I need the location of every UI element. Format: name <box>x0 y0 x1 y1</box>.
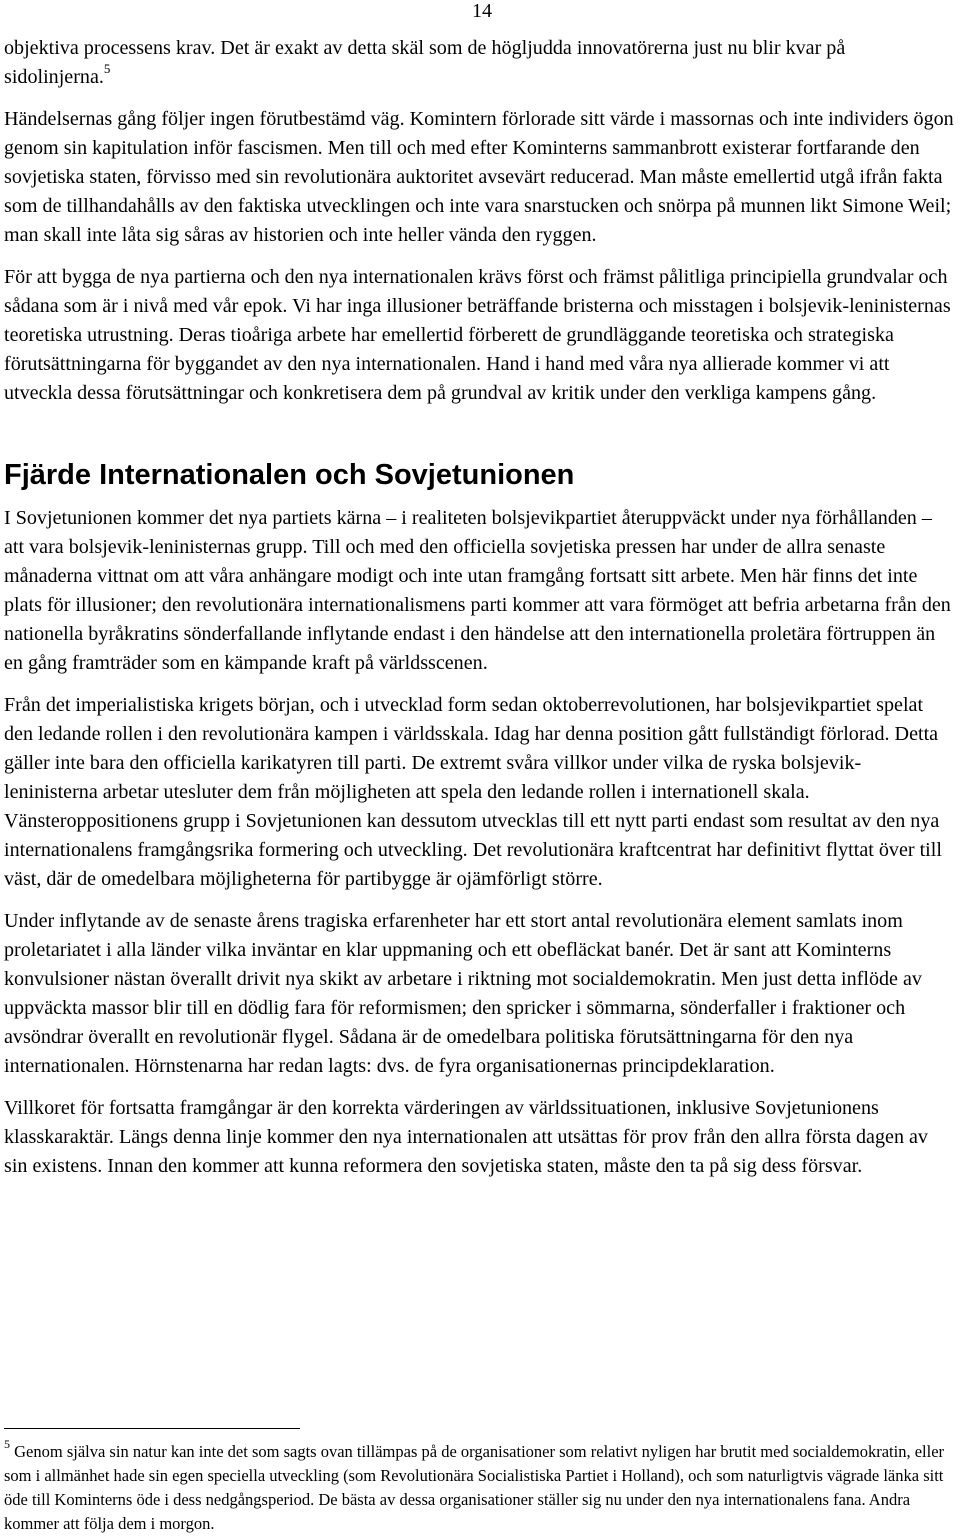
footnote-separator <box>4 1428 300 1429</box>
footnote-marker: 5 <box>4 1436 10 1451</box>
footnote-reference: 5 <box>103 61 111 77</box>
paragraph: Från det imperialistiska krigets början, och i utvecklad form sedan oktoberrevolutionen, har bolsjevikpartiet spelat den ledande rollen i den revolutionära kampen i världsskala. Idag har denna position gått fullständigt förlorad. Detta gäller inte bara den officiella karikatyren till parti. De extremt svåra villkor under vilka de ryska bolsjevik-leninisterna arbetar utesluter dem från möjligheten att spela den ledande rollen i internationell skala. Vänsteroppositionens grupp i Sovjetunionen kan dessutom utvecklas till ett nytt parti endast som resultat av den nya internationalens framgångsrika formering och utveckling. Det revolutionära kraftcentrat har definitivt flyttat över till väst, där de omedelbara möjligheterna för partibygge är ojämförligt större. <box>4 694 942 890</box>
page-number: 14 <box>472 0 492 22</box>
paragraph: Villkoret för fortsatta framgångar är den korrekta värderingen av världssituationen, inklusive Sovjetunionens klasskaraktär. Längs denna linje kommer den nya internationalen att utsättas för prov från den allra första dagen av sin existens. Innan den kommer att kunna reformera den sovjetiska staten, måste den ta på sig dess försvar. <box>4 1097 928 1177</box>
paragraph-text: objektiva processens krav. Det är exakt av detta skäl som de högljudda innovatörerna just nu blir kvar på sidolinjerna. <box>4 37 846 88</box>
section-heading: Fjärde Internationalen och Sovjetunionen <box>4 459 575 491</box>
paragraph <box>4 34 954 92</box>
footnote <box>4 1436 954 1536</box>
paragraph: Under inflytande av de senaste årens tragiska erfarenheter har ett stort antal revolutionära element samlats inom proletariatet i alla länder vilka inväntar en klar uppmaning och ett obefläckat banér. Det är sant att Kominterns konvulsioner nästan överallt drivit nya skikt av arbetare i riktning mot socialdemokratin. Men just detta inflöde av uppväckta massor blir till en dödlig fara för reformismen; den spricker i sömmarna, sönderfaller i fraktioner och avsöndrar överallt en revolutionär flygel. Sådana är de omedelbara politiska förutsättningarna för den nya internationalen. Hörnstenarna har redan lagts: dvs. de fyra organisationernas principdeklaration. <box>4 910 922 1077</box>
paragraph: För att bygga de nya partierna och den nya internationalen krävs först och främst pålitliga principiella grundvalar och sådana som är i nivå med vår epok. Vi har inga illusioner beträffande bristerna och misstagen i bolsjevik-leninisternas teoretiska utrustning. Deras tioåriga arbete har emellertid förberett de grundläggande teoretiska och strategiska förutsättningarna för byggandet av den nya internationalen. Hand i hand med våra nya allierade kommer vi att utveckla dessa förutsättningar och konkretisera dem på grundval av kritik under den verkliga kampens gång. <box>4 266 951 404</box>
body-text <box>4 34 954 1194</box>
paragraph: I Sovjetunionen kommer det nya partiets kärna – i realiteten bolsjevikpartiet återuppväckt under nya förhållanden – att vara bolsjevik-leninisternas grupp. Till och med den officiella sovjetiska pressen har under de allra senaste månaderna vittnat om att våra anhängare modigt och inte utan framgång fortsatt sitt arbete. Men här finns det inte plats för illusioner; den revolutionära internationalismens parti kommer att vara förmöget att befria arbetarna från den nationella byråkratins sönderfallande inflytande endast i den händelse att den internationella proletära förtruppen än en gång framträder som en kämpande kraft på världsscenen. <box>4 507 951 674</box>
footnote-text: Genom själva sin natur kan inte det som sagts ovan tillämpas på de organisationer som relativt nyligen har brutit med socialdemokratin, eller som i allmänhet hade sin egen speciella utveckling (som Revolutionära Socialistiska Partiet i Holland), och som naturligtvis vägrade länka sitt öde till Kominterns öde i dess nedgångsperiod. De bästa av dessa organisationer ställer sig nu under den nya internationalens fana. Andra kommer att följa dem i morgon. <box>4 1442 945 1533</box>
paragraph: Händelsernas gång följer ingen förutbestämd väg. Komintern förlorade sitt värde i massornas och inte individers ögon genom sin kapitulation inför fascismen. Men till och med efter Kominterns sammanbrott existerar fortfarande den sovjetiska staten, förvisso med sin revolutionära auktoritet avsevärt reducerad. Man måste emellertid utgå ifrån fakta som de tillhandahålls av den faktiska utvecklingen och inte vara snarstucken och snörpa på munnen likt Simone Weil; man skall inte låta sig såras av historien och inte heller vända den ryggen. <box>4 108 954 246</box>
